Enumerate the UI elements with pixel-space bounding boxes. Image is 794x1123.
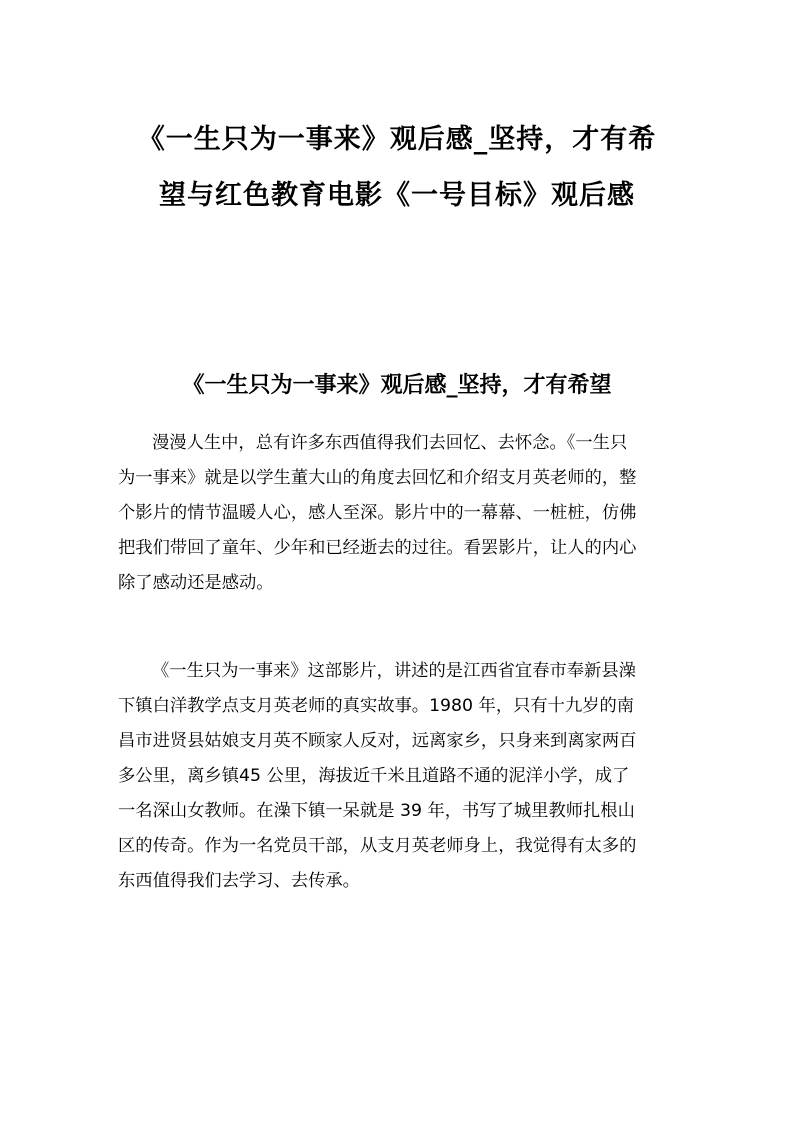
- paragraph-2: [118, 654, 678, 899]
- paragraph-line: 漫漫人生中，总有许多东西值得我们去回忆、去怀念。《一生只: [152, 433, 628, 453]
- document-title-line: 望与红色教育电影《一号目标》观后感: [159, 180, 635, 211]
- document-title-line: 《一生只为一事来》观后感_坚持，才有希: [137, 124, 657, 155]
- paragraph-line: 《一生只为一事来》这部影片，讲述的是江西省宜春市奉新县澡: [152, 661, 636, 681]
- paragraph-line: 除了感动还是感动。: [118, 573, 274, 593]
- paragraph-line: 东西值得我们去学习、去传承。: [118, 871, 360, 891]
- paragraph-line: 个影片的情节温暖人心，感人至深。影片中的一幕幕、一桩桩，仿佛: [118, 503, 637, 523]
- paragraph-line: 昌市进贤县姑娘支月英不顾家人反对，远离家乡，只身来到离家两百: [118, 731, 637, 751]
- section-heading: 《一生只为一事来》观后感_坚持，才有希望: [182, 373, 612, 398]
- paragraph-line: 多公里，离乡镇45 公里，海拔近千米且道路不通的泥洋小学，成了: [118, 766, 630, 786]
- paragraph-line: 为一事来》就是以学生董大山的角度去回忆和介绍支月英老师的，整: [118, 468, 637, 488]
- paragraph-line: 区的传奇。作为一名党员干部，从支月英老师身上，我觉得有太多的: [118, 836, 637, 856]
- paragraph-line: 下镇白洋教学点支月英老师的真实故事。1980 年，只有十九岁的南: [118, 696, 635, 716]
- paragraph-line: 一名深山女教师。在澡下镇一呆就是 39 年，书写了城里教师扎根山: [118, 801, 635, 821]
- paragraph-1: [118, 426, 678, 601]
- paragraph-line: 把我们带回了童年、少年和已经逝去的过往。看罢影片，让人的内心: [118, 538, 637, 558]
- document-title: [110, 112, 684, 224]
